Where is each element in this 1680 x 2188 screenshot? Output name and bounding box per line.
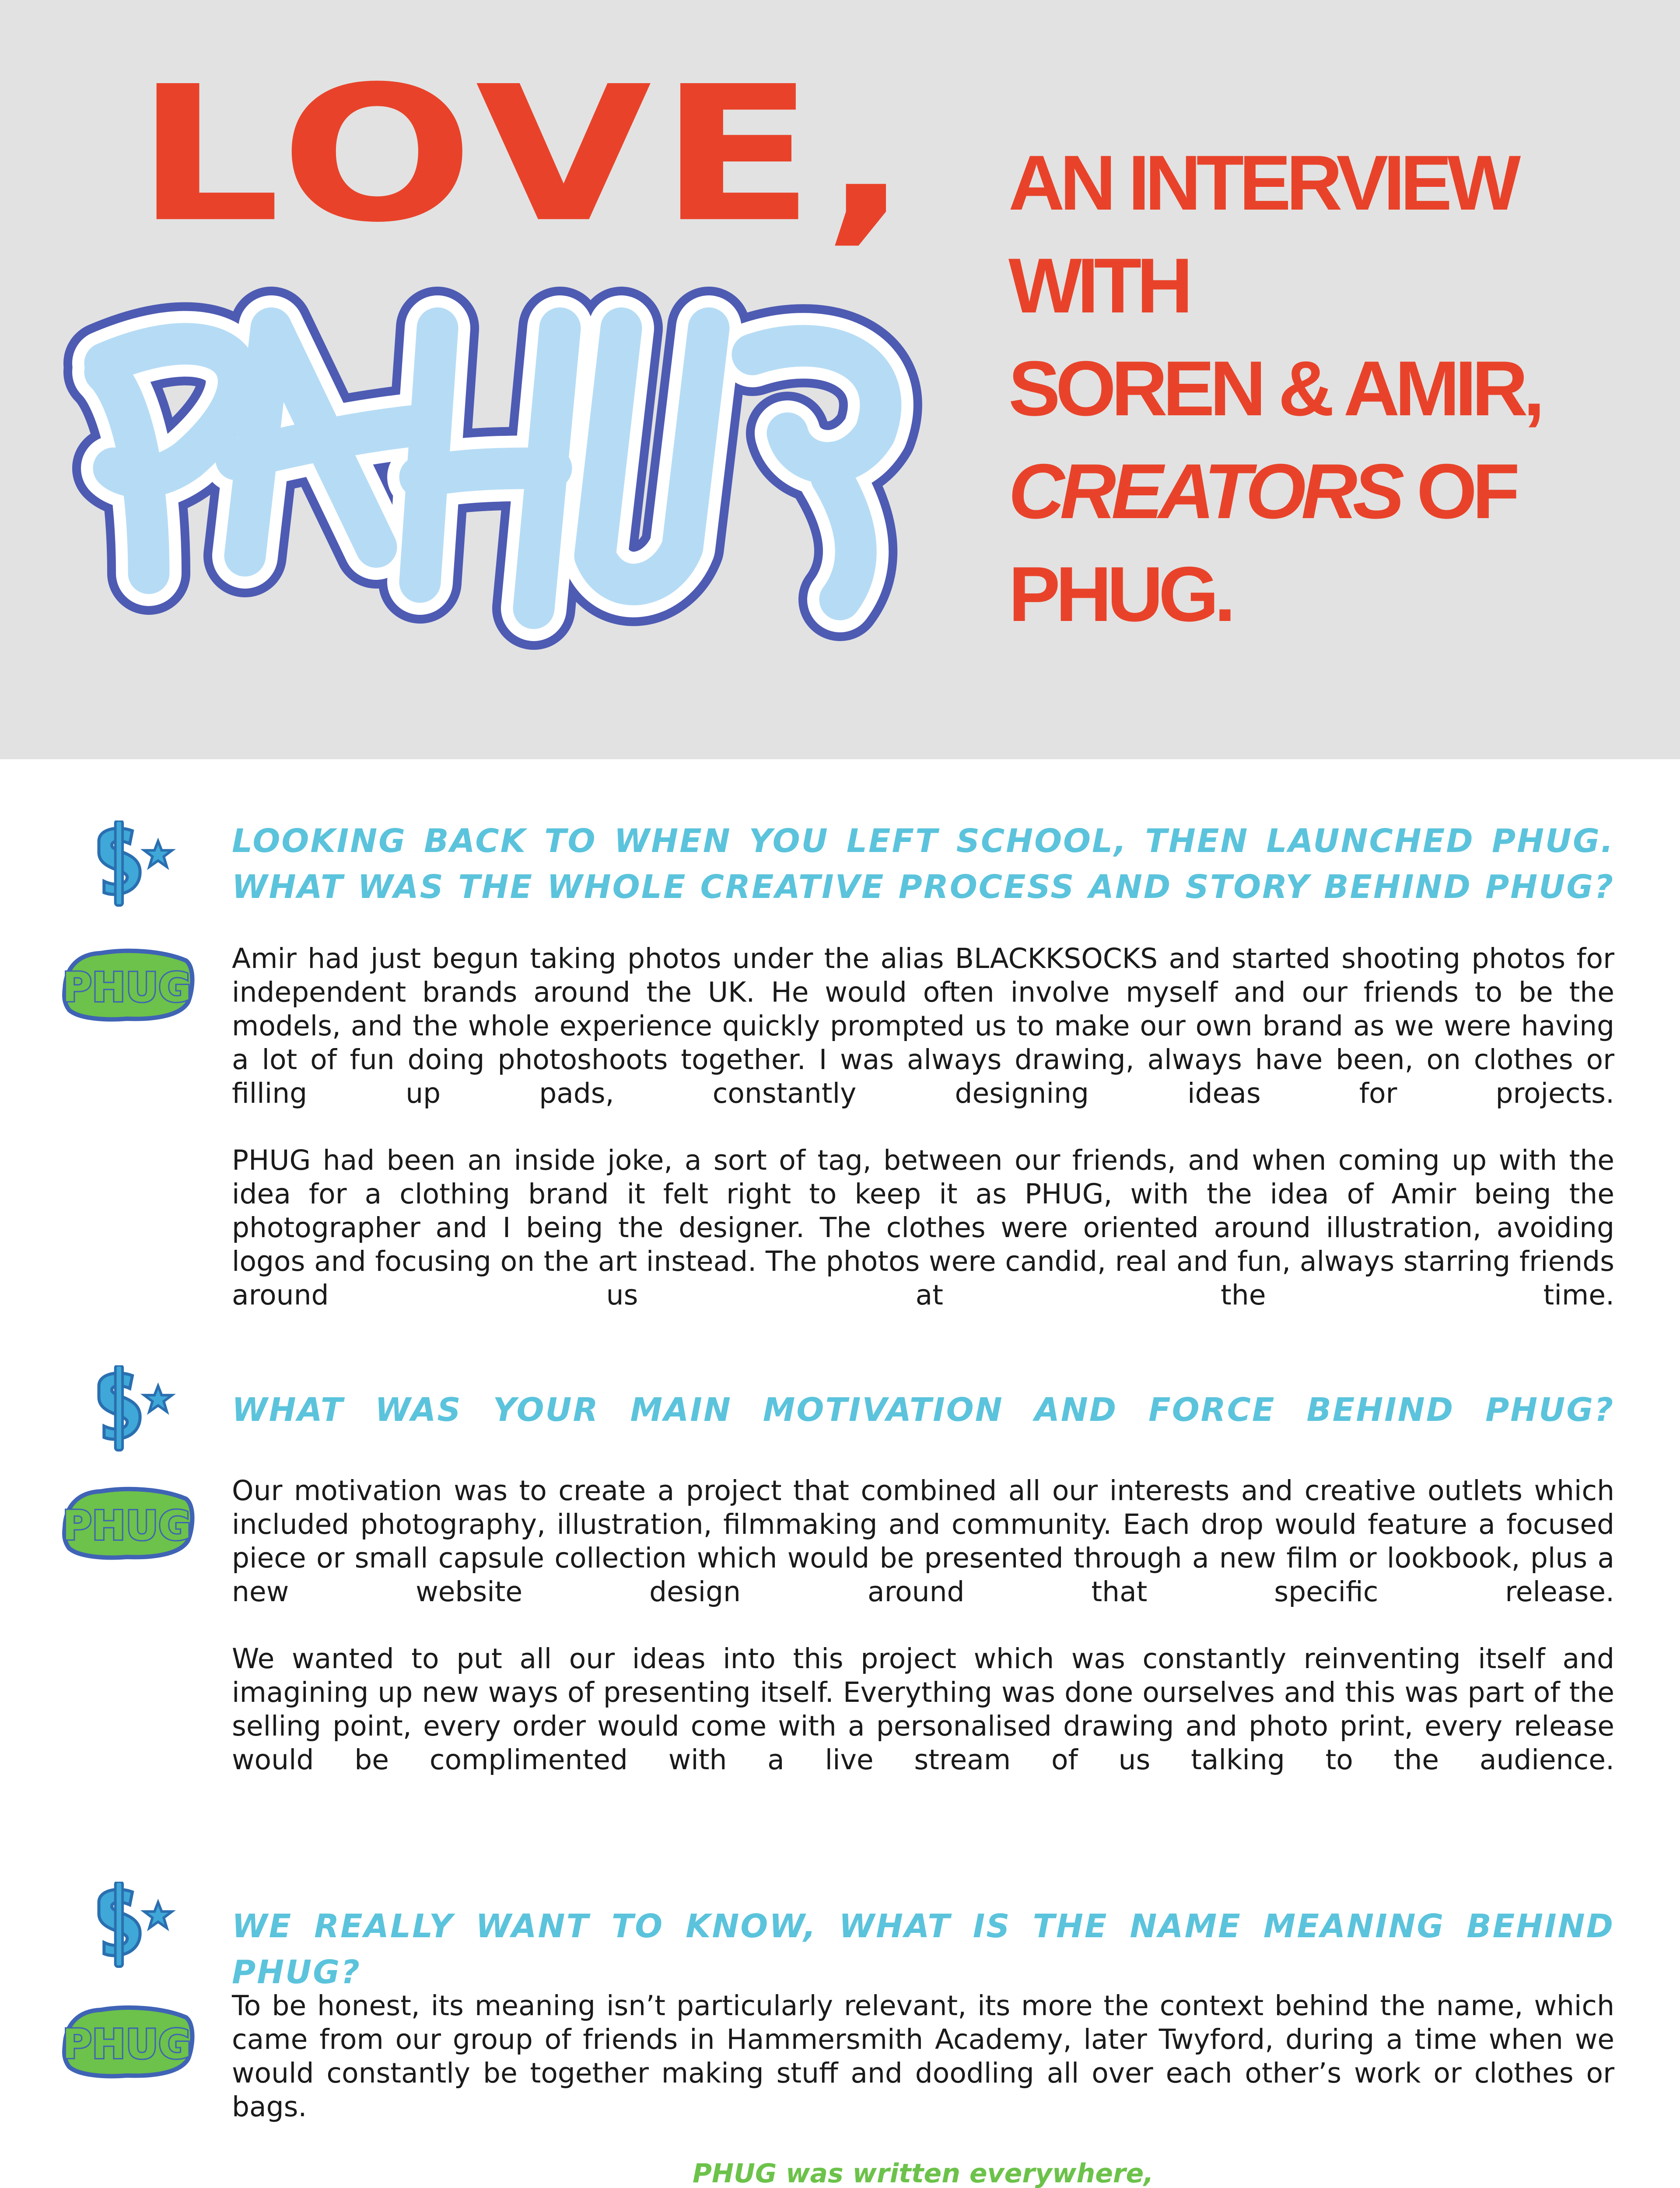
question-2-line-1: WHAT WAS YOUR MAIN MOTIVATION AND FORCE BEHIND PHUG? [232, 1391, 1614, 1429]
question-2 [232, 1387, 1614, 1433]
answer-2 [232, 1474, 1614, 1810]
question-1-line-1: LOOKING BACK TO WHEN YOU LEFT SCHOOL, THEN LAUNCHED PHUG. [232, 822, 1614, 860]
phug-logo-icon [61, 941, 197, 1028]
headline-line-1: AN INTERVIEW [1008, 139, 1516, 226]
answer-1-paragraph-2: PHUG had been an inside joke, a sort of tag, between our friends, and when coming up with the idea for a clothing brand it felt right to keep it as PHUG, with the idea of Amir being the photographer and I being the designer. The clothes were oriented around illustration, avoiding logos and focusing on the art instead. The photos were candid, real and fun, always starring friends around us at the time. [232, 1144, 1614, 1311]
interview-headline [1008, 131, 1665, 645]
dollar-sign-icon [85, 820, 179, 908]
answer-3-paragraph-1: To be honest, its meaning isn’t particularly relevant, its more the context behind the name, which came from our group of friends in Hammersmith Academy, later Twyford, during a time when we would constantly be together making stuff and doodling all over each other’s work or clothes or bags. [232, 1990, 1614, 2123]
dollar-sign-icon [85, 1365, 179, 1453]
question-3-line-1: WE REALLY WANT TO KNOW, WHAT IS THE NAME MEANING BEHIND PHUG? [232, 1907, 1614, 1991]
love-title: LOVE, [136, 46, 917, 263]
phug-logo-icon [61, 1479, 197, 1567]
answer-1 [232, 942, 1614, 1345]
headline-of: OF [1400, 448, 1516, 535]
dollar-sign-icon [85, 1882, 179, 1969]
headline-creators: CREATORS [1008, 448, 1400, 535]
question-1 [232, 818, 1614, 910]
header-banner [0, 0, 1680, 759]
headline-line-5: PHUG. [1008, 551, 1231, 638]
answer-1-paragraph-1: Amir had just begun taking photos under the alias BLACKKSOCKS and started shooting photos for independent brands around the UK. He would often involve myself and our friends to be the models, and the whole experience quickly prompted us to make our own brand as we were having a lot of fun doing photoshoots together. I was always drawing, always have been, on clothes or filling up pads, constantly designing ideas for projects. [232, 943, 1614, 1109]
phug-logo-icon [61, 1998, 197, 2085]
answer-3-callout: PHUG was written everywhere, [693, 2158, 1154, 2188]
headline-line-3: SOREN & AMIR, [1008, 345, 1540, 432]
question-3 [232, 1904, 1614, 1995]
question-1-line-2: WHAT WAS THE WHOLE CREATIVE PROCESS AND STORY BEHIND PHUG? [232, 868, 1614, 906]
headline-line-2: WITH [1008, 242, 1188, 329]
answer-2-paragraph-2: We wanted to put all our ideas into this project which was constantly reinventing itself and imagining up new ways of presenting itself. Everything was done ourselves and this was part of the selling point, every order would come with a personalised drawing and photo print, every release would be complimented with a live stream of us talking to the audience. [232, 1643, 1614, 1776]
answer-3 [232, 1989, 1614, 2188]
headline-line-4 [1008, 440, 1665, 543]
answer-2-paragraph-1: Our motivation was to create a project that combined all our interests and creative outlets which included photography, illustration, filmmaking and community. Each drop would feature a focused piece or small capsule collection which would be presented through a new film or lookbook, plus a new website design around that specific release. [232, 1475, 1614, 1608]
